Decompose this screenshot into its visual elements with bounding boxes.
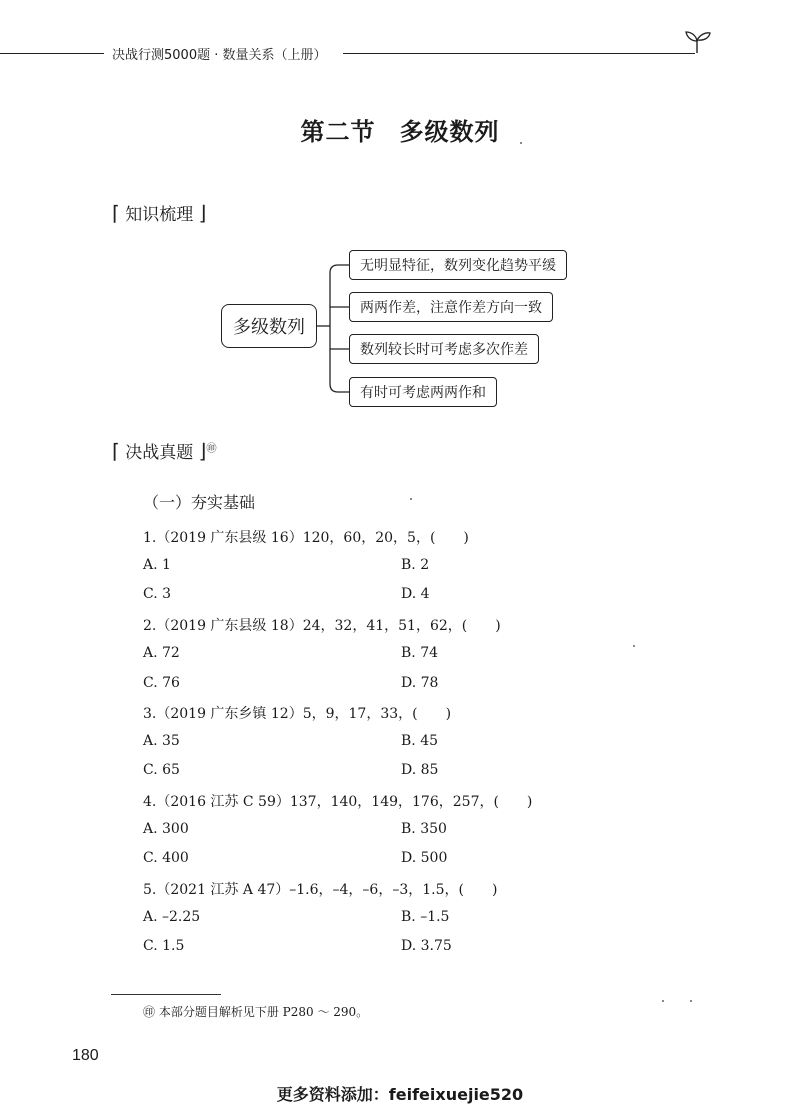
question-stem: 4.（2016 江苏 C 59）137，140，149，176，257，( ) (143, 794, 533, 810)
scan-speck (662, 1000, 664, 1002)
subsection-heading: （一）夯实基础 (143, 493, 256, 512)
option: C. 76 (143, 675, 180, 691)
footnote-mark: ㊞ (143, 1005, 156, 1019)
scan-speck (633, 645, 635, 647)
option: C. 65 (143, 762, 180, 778)
knowledge-heading: ⌈ 知识梳理 ⌋ (112, 201, 207, 225)
option: A. 300 (143, 821, 189, 837)
running-header-title: 决战行测5000题 · 数量关系（上册） (112, 48, 327, 63)
option: C. 1.5 (143, 938, 185, 954)
watermark-text: 更多资料添加：feifeixuejie520 (276, 1085, 524, 1104)
question-stem: 3.（2019 广东乡镇 12）5，9，17，33，( ) (143, 706, 452, 722)
footnote-text: 本部分题目解析见下册 P280 ～ 290。 (158, 1005, 369, 1019)
section-number: 第二节 (300, 118, 376, 146)
option: D. 3.75 (401, 938, 452, 954)
question-stem: 2.（2019 广东县级 18）24，32，41，51，62，( ) (143, 618, 501, 634)
mind-map-connectors (0, 0, 800, 430)
mind-map-branch: 有时可考虑两两作和 (349, 377, 497, 407)
option: B. 350 (401, 821, 447, 837)
mind-map-branch: 数列较长时可考虑多次作差 (349, 334, 539, 364)
mind-map-branch: 无明显特征，数列变化趋势平缓 (349, 250, 567, 280)
section-name: 多级数列 (399, 118, 500, 146)
scan-speck (690, 1000, 692, 1002)
scan-speck (410, 498, 412, 500)
option: B. –1.5 (401, 909, 450, 925)
footnote-rule (111, 994, 221, 995)
option: D. 85 (401, 762, 439, 778)
practice-heading-text: 决战真题 (125, 443, 194, 463)
mind-map-branch: 两两作差，注意作差方向一致 (349, 292, 553, 322)
option: D. 78 (401, 675, 439, 691)
option: B. 45 (401, 733, 439, 749)
option: B. 2 (401, 557, 430, 573)
option: A. –2.25 (143, 909, 201, 925)
option: B. 74 (401, 645, 439, 661)
footnote-mark-icon: ㊞ (206, 443, 217, 455)
mind-map-root: 多级数列 (221, 304, 317, 348)
knowledge-heading-text: 知识梳理 (125, 205, 194, 225)
option: A. 35 (143, 733, 180, 749)
question-stem: 1.（2019 广东县级 16）120，60，20，5，( ) (143, 530, 469, 546)
option: C. 400 (143, 850, 189, 866)
option: A. 1 (143, 557, 171, 573)
question-stem: 5.（2021 江苏 A 47）–1.6，–4，–6，–3，1.5，( ) (143, 882, 498, 898)
page-number: 180 (72, 1047, 99, 1064)
option: D. 500 (401, 850, 448, 866)
footnote (143, 1003, 368, 1020)
option: A. 72 (143, 645, 180, 661)
option: C. 3 (143, 586, 172, 602)
option: D. 4 (401, 586, 430, 602)
scan-speck (520, 142, 522, 144)
practice-heading: ⌈ 决战真题 ⌋㊞ (112, 439, 217, 463)
